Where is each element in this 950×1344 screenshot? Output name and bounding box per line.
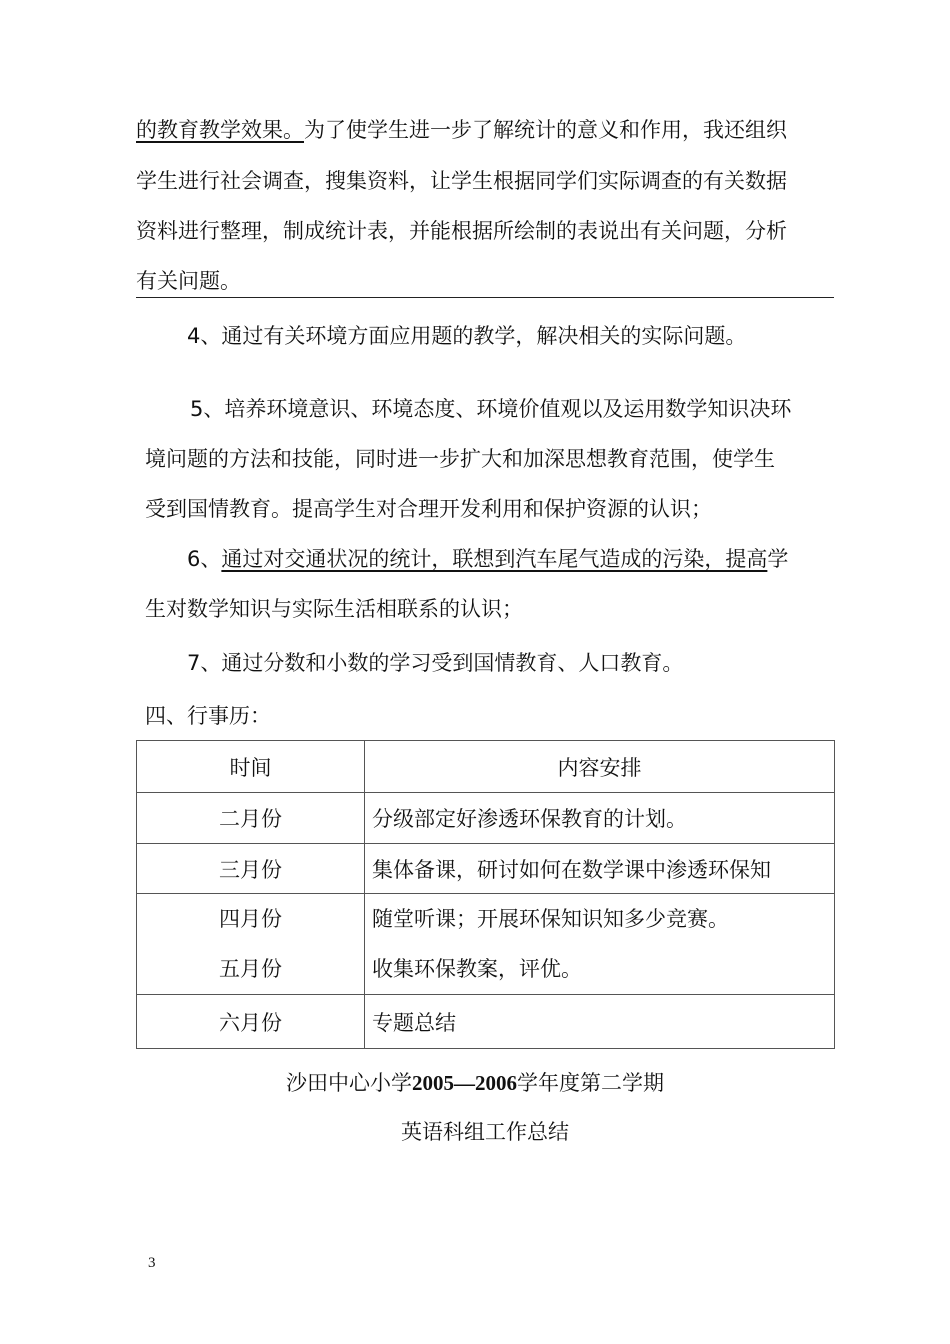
content-cell: 专题总结 bbox=[365, 995, 835, 1049]
horizontal-rule bbox=[136, 297, 834, 298]
paragraph-text: 为了使学生进一步了解统计的意义和作用，我还组织 bbox=[304, 118, 787, 142]
content-text: 收集环保教案，评优。 bbox=[372, 957, 582, 981]
month-cell: 二月份 bbox=[137, 793, 365, 844]
month-text: 五月份 bbox=[219, 957, 282, 981]
school-term: 学年度第二学期 bbox=[517, 1071, 664, 1095]
item-6-line-1 bbox=[187, 544, 788, 574]
header-content: 内容安排 bbox=[365, 741, 835, 793]
next-title-line-2: 英语科组工作总结 bbox=[401, 1120, 569, 1144]
item-5-line-1: 5、培养环境意识、环境态度、环境价值观以及运用数学知识决环 bbox=[190, 397, 792, 421]
table-row-merged bbox=[137, 894, 835, 995]
content-text: 集体备课，研讨如何在数学课中渗透环保知 bbox=[372, 857, 771, 882]
paragraph-line-3: 资料进行整理，制成统计表，并能根据所绘制的表说出有关问题，分析 bbox=[136, 219, 787, 243]
table-header-row bbox=[137, 741, 835, 793]
section-heading: 四、行事历： bbox=[145, 704, 271, 728]
item-7: 7、通过分数和小数的学习受到国情教育、人口教育。 bbox=[187, 651, 684, 675]
month-cell: 三月份 bbox=[137, 844, 365, 894]
item-6-prefix: 6、 bbox=[187, 547, 222, 571]
school-name: 沙田中心小学 bbox=[286, 1071, 412, 1095]
paragraph-line-4: 有关问题。 bbox=[136, 269, 241, 293]
schedule-table bbox=[136, 740, 835, 1049]
page-number: 3 bbox=[148, 1255, 156, 1271]
content-cell bbox=[365, 894, 835, 995]
content-text: 随堂听课；开展环保知识知多少竞赛。 bbox=[372, 907, 729, 931]
content-cell bbox=[365, 844, 835, 894]
underlined-text: 的教育教学效果。 bbox=[136, 118, 304, 142]
month-cell bbox=[137, 894, 365, 995]
next-title-line-1 bbox=[0, 1068, 950, 1098]
table-row bbox=[137, 793, 835, 844]
month-text: 四月份 bbox=[219, 907, 282, 931]
paragraph-line-1 bbox=[136, 115, 787, 145]
header-time: 时间 bbox=[137, 741, 365, 793]
item-5-line-2: 境问题的方法和技能，同时进一步扩大和加深思想教育范围，使学生 bbox=[145, 447, 775, 471]
school-years: 2005—2006 bbox=[412, 1071, 517, 1095]
month-cell: 六月份 bbox=[137, 995, 365, 1049]
item-6-line-2: 生对数学知识与实际生活相联系的认识； bbox=[145, 597, 523, 621]
item-4: 4、通过有关环境方面应用题的教学，解决相关的实际问题。 bbox=[187, 324, 747, 348]
content-cell: 分级部定好渗透环保教育的计划。 bbox=[365, 793, 835, 844]
paragraph-line-2: 学生进行社会调查，搜集资料，让学生根据同学们实际调查的有关数据 bbox=[136, 169, 787, 193]
item-5-line-3: 受到国情教育。提高学生对合理开发利用和保护资源的认识； bbox=[145, 497, 712, 521]
item-6-rest: 学 bbox=[767, 547, 789, 571]
item-6-underlined: 通过对交通状况的统计，联想到汽车尾气造成的污染，提高 bbox=[221, 547, 768, 571]
table-row bbox=[137, 995, 835, 1049]
table-row bbox=[137, 844, 835, 894]
